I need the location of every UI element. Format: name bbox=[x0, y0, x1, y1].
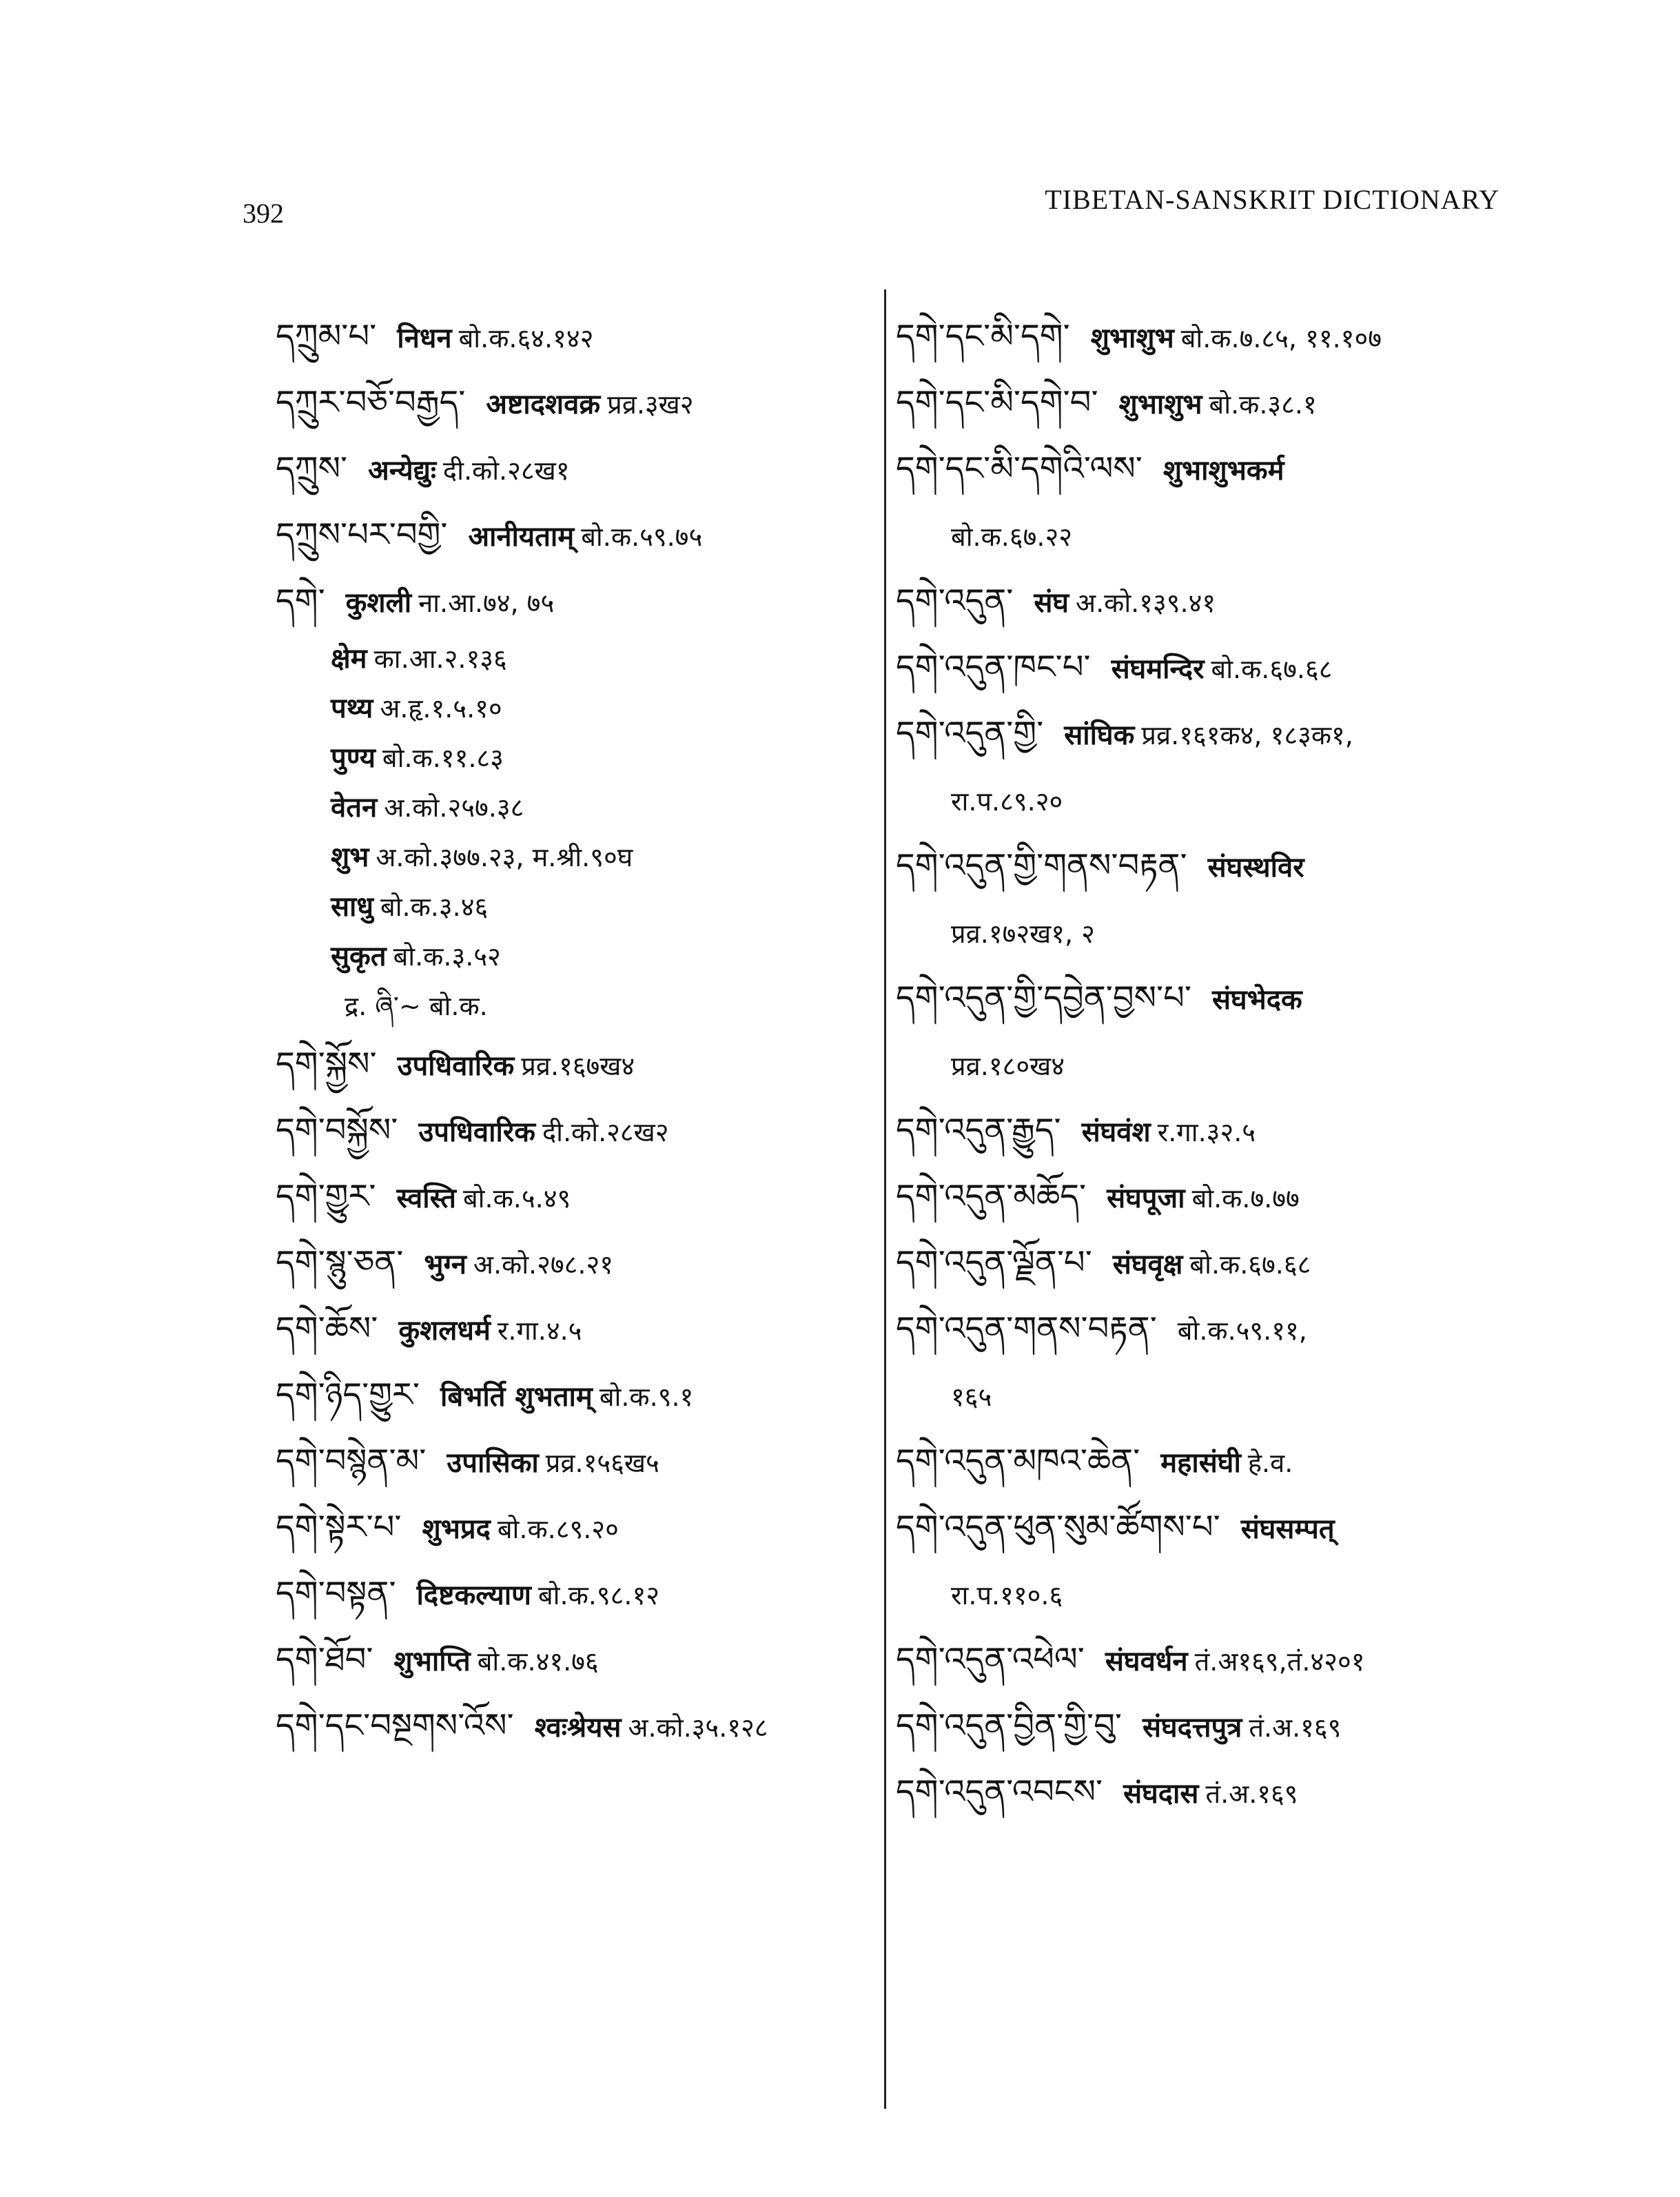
running-head: TIBETAN-SANSKRIT DICTIONARY bbox=[1045, 184, 1499, 215]
sanskrit-equivalent: शुभप्रद bbox=[422, 1513, 491, 1545]
tibetan-headword: དགེ་དང་བསྔགས་འོས་ bbox=[276, 1706, 514, 1745]
sub-sense bbox=[276, 882, 868, 932]
sub-sense bbox=[276, 733, 868, 783]
tibetan-headword: དགེ་འདུན་ཁང་པ་ bbox=[896, 648, 1091, 686]
sanskrit-equivalent: शुभाशुभकर्म bbox=[1162, 455, 1284, 487]
tibetan-headword: དགེ་འདུན་ཕུན་སུམ་ཚོགས་པ་ bbox=[896, 1508, 1220, 1546]
source-reference: प्रव्र.१५६ख५ bbox=[545, 1448, 659, 1478]
column-divider bbox=[884, 289, 886, 2109]
page-number: 392 bbox=[243, 198, 284, 229]
source-reference: ना.आ.७४, ७५ bbox=[418, 588, 555, 618]
sub-sense bbox=[276, 634, 868, 684]
source-reference: अ.को.३५.१२८ bbox=[628, 1713, 768, 1743]
dictionary-entry bbox=[896, 1759, 1544, 1825]
dictionary-entry bbox=[276, 1097, 868, 1163]
tibetan-headword: དགེ་འདུན་མཆོད་ bbox=[896, 1177, 1087, 1216]
source-reference: बो.क.६७.६८ bbox=[1189, 1249, 1311, 1280]
dictionary-entry bbox=[276, 1560, 868, 1626]
dictionary-entry bbox=[276, 502, 868, 568]
source-reference: बो.क.६७.६८ bbox=[1211, 654, 1333, 684]
sanskrit-equivalent: संघपूजा bbox=[1107, 1183, 1185, 1214]
tibetan-headword: དཀྲུས་པར་བགྱི་ bbox=[276, 515, 448, 554]
tibetan-headword: དགེ་འདུན་རྒྱུད་ bbox=[896, 1111, 1061, 1149]
entry-continuation bbox=[896, 1031, 1544, 1097]
source-reference: रा.प.११०.६ bbox=[951, 1580, 1063, 1611]
dictionary-entry bbox=[276, 1693, 868, 1759]
dictionary-entry bbox=[896, 1693, 1544, 1759]
dictionary-entry bbox=[276, 1229, 868, 1296]
source-reference: बो.क.५९.७५ bbox=[581, 522, 703, 552]
tibetan-headword: དགེ་འདུན་ bbox=[896, 582, 1014, 620]
source-reference: द्र. ཞི་~ बो.क. bbox=[345, 991, 488, 1021]
sanskrit-equivalent: संघस्थविर bbox=[1207, 852, 1304, 883]
sanskrit-equivalent: शुभ bbox=[331, 841, 369, 873]
source-reference: र.गा.४.५ bbox=[497, 1316, 582, 1346]
sanskrit-equivalent: संघदत्तपुत्र bbox=[1142, 1712, 1242, 1744]
dictionary-entry bbox=[896, 1163, 1544, 1229]
sanskrit-equivalent: संघमन्दिर bbox=[1111, 653, 1205, 685]
source-reference: दी.को.२८ख१ bbox=[442, 456, 570, 486]
sanskrit-equivalent: उपधिवारिक bbox=[397, 1050, 515, 1082]
sanskrit-equivalent: श्वःश्रेयस bbox=[534, 1712, 622, 1744]
dictionary-entry bbox=[896, 634, 1544, 700]
source-reference: र.गा.३२.५ bbox=[1157, 1117, 1256, 1147]
source-reference: अ.को.२५७.३८ bbox=[384, 793, 524, 823]
dictionary-entry bbox=[276, 1428, 868, 1494]
source-reference: अ.हृ.१.५.१० bbox=[380, 693, 502, 724]
tibetan-headword: དགེ་དང་མི་དགེ་བ་ bbox=[896, 383, 1098, 422]
sanskrit-equivalent: संघवर्धन bbox=[1105, 1646, 1188, 1677]
source-reference: बो.क.९.१ bbox=[599, 1382, 694, 1412]
source-reference: प्रव्र.१६१क४, १८३क१, bbox=[1141, 720, 1353, 750]
tibetan-headword: དགེ་སྐྱོས་ bbox=[276, 1045, 377, 1083]
source-reference: रा.प.८९.२० bbox=[951, 786, 1063, 817]
source-reference: प्रव्र.१८०ख४ bbox=[951, 1051, 1065, 1081]
tibetan-headword: དགེ་བསྐྱོས་ bbox=[276, 1111, 398, 1149]
sanskrit-equivalent: शुभाशुभ bbox=[1090, 323, 1174, 354]
source-reference: बो.क.३.५२ bbox=[393, 941, 501, 972]
tibetan-headword: དགེ་ཉིད་གྱུར་ bbox=[276, 1376, 420, 1414]
source-reference: बो.क.८९.२० bbox=[497, 1514, 619, 1544]
dictionary-entry bbox=[276, 568, 868, 634]
source-reference: बो.क.६७.२२ bbox=[951, 522, 1073, 552]
source-reference: तं.अ.१६९ bbox=[1205, 1779, 1298, 1809]
source-reference: बो.क.६४.१४२ bbox=[458, 323, 594, 354]
sanskrit-equivalent: अन्येद्युः bbox=[368, 455, 436, 487]
sub-sense bbox=[276, 684, 868, 733]
sanskrit-equivalent: दिष्टकल्याण bbox=[416, 1580, 531, 1611]
source-reference: बो.क.३.४६ bbox=[380, 892, 489, 922]
dictionary-entry bbox=[276, 436, 868, 502]
dictionary-entry bbox=[276, 1163, 868, 1229]
source-reference: तं.अ१६९,तं.४२०१ bbox=[1194, 1646, 1365, 1677]
sanskrit-equivalent: संघसम्पत् bbox=[1240, 1513, 1335, 1545]
dictionary-entry bbox=[896, 1428, 1544, 1494]
sanskrit-equivalent: साधु bbox=[331, 891, 373, 923]
dictionary-entry bbox=[896, 568, 1544, 634]
tibetan-headword: དགེ་ཐོབ་ bbox=[276, 1640, 373, 1679]
source-reference: अ.को.१३९.४१ bbox=[1076, 588, 1216, 618]
tibetan-headword: དགེ་འདུན་མཁའ་ཆེན་ bbox=[896, 1442, 1140, 1480]
sanskrit-equivalent: आनीयताम् bbox=[468, 521, 575, 553]
source-reference: प्रव्र.३ख२ bbox=[607, 389, 694, 420]
tibetan-headword: དགེ་འདུན་གྱི་དབྱེན་བྱས་པ་ bbox=[896, 979, 1191, 1017]
tibetan-headword: དགེ་འདུན་འབངས་ bbox=[896, 1772, 1103, 1811]
dictionary-entry bbox=[276, 303, 868, 369]
tibetan-headword: དགེ་དང་མི་དགེ་ bbox=[896, 317, 1070, 356]
sanskrit-equivalent: भुग्न bbox=[424, 1249, 467, 1280]
source-reference: बो.क.११.८३ bbox=[382, 743, 504, 773]
source-reference: बो.क.४१.७६ bbox=[477, 1646, 599, 1677]
dictionary-entry bbox=[276, 369, 868, 436]
source-reference: दी.को.२८ख२ bbox=[542, 1117, 669, 1147]
sanskrit-equivalent: क्षेम bbox=[331, 643, 367, 675]
dictionary-entry bbox=[896, 1494, 1544, 1560]
tibetan-headword: དགེ་འདུན་གྱི་གནས་བརྟན་ bbox=[896, 846, 1187, 885]
tibetan-headword: དགེ་འདུན་ལྗོན་པ་ bbox=[896, 1243, 1092, 1282]
tibetan-headword: དགེ་བསྙེན་མ་ bbox=[276, 1442, 427, 1480]
dictionary-entry bbox=[276, 1031, 868, 1097]
entry-continuation bbox=[896, 899, 1544, 965]
tibetan-headword: དཀྲུར་བཅོ་བརྒྱད་ bbox=[276, 383, 466, 422]
sanskrit-equivalent: बिभर्ति शुभताम् bbox=[440, 1381, 593, 1413]
source-reference: बो.क.५९.११, bbox=[1177, 1316, 1307, 1346]
dictionary-entry bbox=[276, 1626, 868, 1693]
source-reference: बो.क.३८.१ bbox=[1209, 389, 1317, 420]
sanskrit-equivalent: महासंघी bbox=[1160, 1447, 1241, 1479]
tibetan-headword: དགེ་འདུན་གྱི་ bbox=[896, 714, 1044, 753]
dictionary-entry bbox=[896, 1626, 1544, 1693]
entry-continuation bbox=[896, 502, 1544, 568]
right-column bbox=[896, 303, 1544, 1825]
sanskrit-equivalent: सांघिक bbox=[1064, 719, 1135, 751]
entry-continuation bbox=[896, 766, 1544, 832]
dictionary-entry bbox=[896, 965, 1544, 1031]
dictionary-entry bbox=[896, 1229, 1544, 1296]
dictionary-entry bbox=[896, 369, 1544, 436]
sanskrit-equivalent: पुण्य bbox=[331, 742, 376, 774]
source-reference: तं.अ.१६९ bbox=[1249, 1713, 1342, 1743]
sanskrit-equivalent: पथ्य bbox=[331, 693, 373, 724]
sanskrit-equivalent: संघवंश bbox=[1081, 1116, 1151, 1148]
source-reference: बो.क.५.४९ bbox=[462, 1183, 571, 1214]
sanskrit-equivalent: निधन bbox=[397, 323, 452, 354]
sanskrit-equivalent: सुकृत bbox=[331, 941, 387, 972]
sanskrit-equivalent: संघ bbox=[1034, 587, 1069, 619]
sanskrit-equivalent: वेतन bbox=[331, 792, 378, 824]
source-reference: प्रव्र.१६७ख४ bbox=[521, 1051, 635, 1081]
tibetan-headword: དགེ་ bbox=[276, 582, 325, 620]
left-column bbox=[276, 303, 868, 1759]
source-reference: अ.को.२७८.२१ bbox=[473, 1249, 614, 1280]
source-reference: का.आ.२.१३६ bbox=[373, 644, 507, 674]
tibetan-headword: དགེ་འདུན་བྱིན་གྱི་བུ་ bbox=[896, 1706, 1122, 1745]
tibetan-headword: དགེ་སྙུ་ཅན་ bbox=[276, 1243, 404, 1282]
sanskrit-equivalent: उपासिका bbox=[447, 1447, 539, 1479]
tibetan-headword: དགེ་གྱུར་ bbox=[276, 1177, 376, 1216]
tibetan-headword: དགེ་ཆོས་ bbox=[276, 1309, 378, 1348]
dictionary-entry bbox=[276, 1362, 868, 1428]
sub-sense bbox=[276, 932, 868, 981]
dictionary-entry bbox=[276, 1296, 868, 1362]
entry-continuation bbox=[896, 1560, 1544, 1626]
sub-sense bbox=[276, 783, 868, 832]
sub-sense bbox=[276, 981, 868, 1031]
sanskrit-equivalent: संघवृक्ष bbox=[1112, 1249, 1183, 1280]
dictionary-entry bbox=[896, 700, 1544, 766]
tibetan-headword: དགེ་འདུན་གནས་བརྟན་ bbox=[896, 1309, 1157, 1348]
tibetan-headword: དགེ་དང་མི་དགེའི་ལས་ bbox=[896, 449, 1143, 488]
dictionary-entry bbox=[896, 436, 1544, 502]
tibetan-headword: དགེ་འདུན་འཕེལ་ bbox=[896, 1640, 1085, 1679]
source-reference: बो.क.९८.१२ bbox=[537, 1580, 659, 1611]
source-reference: बो.क.७.७७ bbox=[1191, 1183, 1300, 1214]
source-reference: प्रव्र.१७२ख१, २ bbox=[951, 919, 1095, 949]
sanskrit-equivalent: शुभाप्ति bbox=[393, 1646, 471, 1677]
dictionary-entry bbox=[896, 1097, 1544, 1163]
source-reference: हे.व. bbox=[1247, 1448, 1293, 1478]
source-reference: अ.को.३७७.२३, म.श्री.९०घ bbox=[376, 842, 633, 872]
sanskrit-equivalent: उपधिवारिक bbox=[418, 1116, 535, 1148]
sanskrit-equivalent: संघदास bbox=[1123, 1778, 1199, 1810]
dictionary-entry bbox=[276, 1494, 868, 1560]
sanskrit-equivalent: कुशली bbox=[345, 587, 412, 619]
sub-sense bbox=[276, 832, 868, 882]
dictionary-entry bbox=[896, 303, 1544, 369]
sanskrit-equivalent: शुभाशुभ bbox=[1118, 389, 1202, 420]
sanskrit-equivalent: अष्टादशवक्र bbox=[486, 389, 601, 420]
tibetan-headword: དཀྲུམ་པ་ bbox=[276, 317, 377, 356]
source-reference: बो.क.७.८५, ११.१०७ bbox=[1180, 323, 1382, 354]
tibetan-headword: དགེ་བསྟན་ bbox=[276, 1574, 396, 1613]
entry-continuation bbox=[896, 1362, 1544, 1428]
dictionary-entry bbox=[896, 1296, 1544, 1362]
tibetan-headword: དཀྲུས་ bbox=[276, 449, 348, 488]
sanskrit-equivalent: संघभेदक bbox=[1211, 984, 1302, 1016]
sanskrit-equivalent: कुशलधर्म bbox=[398, 1315, 491, 1347]
sanskrit-equivalent: स्वस्ति bbox=[396, 1183, 456, 1214]
source-reference: १६५ bbox=[951, 1382, 992, 1412]
tibetan-headword: དགེ་སྟེར་པ་ bbox=[276, 1508, 402, 1546]
dictionary-entry bbox=[896, 832, 1544, 899]
